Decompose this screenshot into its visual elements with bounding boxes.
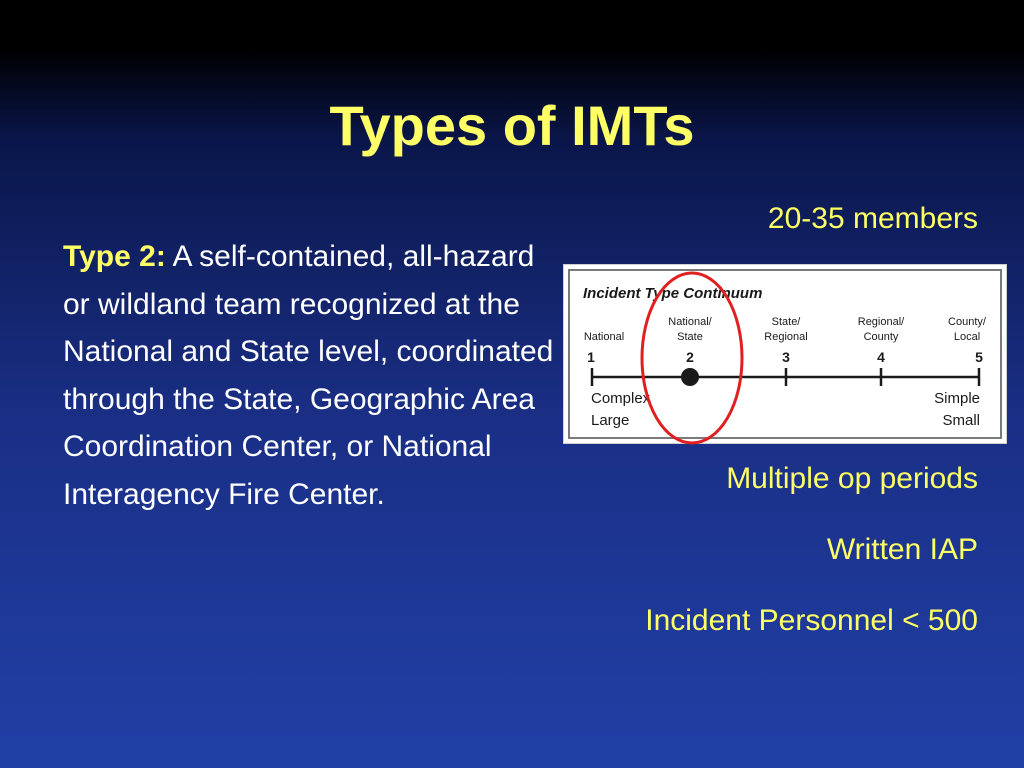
continuum-title: Incident Type Continuum (583, 285, 763, 302)
team-facts (558, 460, 978, 640)
level-2-number: 2 (686, 349, 694, 365)
level-1-label: National (583, 331, 625, 343)
level-2-label-line2: State (677, 331, 703, 343)
incident-type-continuum (563, 264, 1007, 444)
level-5-number: 5 (975, 349, 983, 365)
small-label: Small (942, 412, 980, 429)
level-4-number: 4 (877, 349, 885, 365)
fact-op-periods: Multiple op periods (726, 462, 978, 495)
level-3-number: 3 (782, 349, 790, 365)
level-3-label-line2: Regional (764, 331, 808, 343)
type-description-text: A self-contained, all-hazard or wildland team recognized at the National and State level, coordinated through the State, Geographic Area Coordination Center, or National Interagency Fire Center. (63, 240, 554, 511)
continuum-diagram (564, 265, 1008, 445)
level-4-label-line1: Regional/ (857, 316, 905, 328)
large-label: Large (591, 412, 630, 429)
team-size: 20-35 members (767, 202, 978, 235)
level-3-label-line1: State/ (771, 316, 801, 328)
level-4-label-line2: County (863, 331, 899, 343)
fact-incident-personnel: Incident Personnel < 500 (645, 604, 978, 637)
fact-written-iap: Written IAP (826, 533, 978, 566)
complex-label: Complex (591, 390, 651, 407)
simple-label: Simple (934, 390, 980, 407)
type-label: Type 2: (63, 240, 166, 273)
level-2-marker-dot (681, 368, 699, 386)
level-1-number: 1 (587, 349, 595, 365)
level-5-label-line2: Local (953, 331, 981, 343)
level-2-label-line1: National/ (668, 316, 712, 328)
type-description (63, 233, 563, 518)
level-5-label-line1: County/ (948, 316, 986, 328)
slide-title: Types of IMTs (329, 94, 695, 157)
